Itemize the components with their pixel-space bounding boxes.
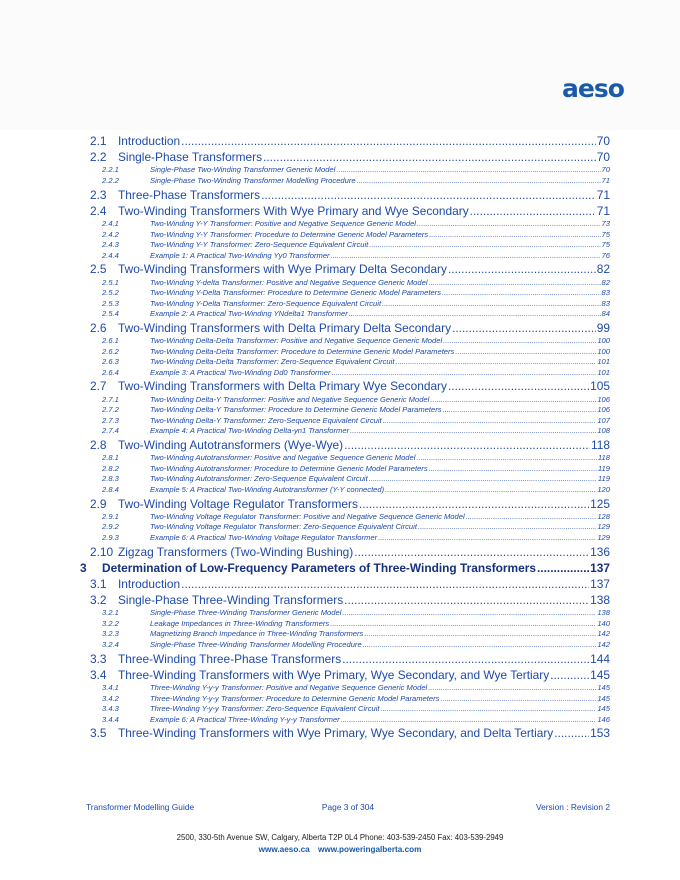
toc-entry[interactable] bbox=[80, 288, 610, 299]
toc-entry-number: 2.8.2 bbox=[102, 463, 119, 473]
toc-entry-title: Leakage Impedances in Three-Winding Transformers bbox=[150, 618, 330, 628]
toc-entry-number: 2.6.4 bbox=[102, 367, 119, 377]
toc-entry[interactable] bbox=[80, 667, 610, 683]
toc-entry-title: Two-Winding Y-Delta Transformer: Zero-Sequence Equivalent Circuit bbox=[150, 298, 382, 308]
toc-entry[interactable] bbox=[80, 426, 610, 437]
toc-entry[interactable] bbox=[80, 395, 610, 406]
toc-entry-number: 2.7.1 bbox=[102, 394, 119, 404]
toc-entry[interactable] bbox=[80, 640, 610, 651]
toc-entry-page: 145 bbox=[597, 704, 610, 714]
toc-entry-page: 125 bbox=[590, 496, 610, 511]
toc-entry[interactable] bbox=[80, 474, 610, 485]
toc-dot-leader bbox=[354, 544, 589, 560]
toc-entry-title: Two-Winding Autotransformer: Procedure to Determine Generic Model Parameters bbox=[150, 463, 428, 473]
toc-entry-title: Two-Winding Y-Y Transformer: Positive and Negative Sequence Generic Model bbox=[150, 218, 416, 228]
toc-dot-leader bbox=[263, 149, 596, 165]
toc-entry[interactable] bbox=[80, 230, 610, 241]
toc-dot-leader bbox=[331, 251, 601, 262]
toc-entry-page: 108 bbox=[597, 426, 610, 436]
toc-entry[interactable] bbox=[80, 261, 610, 277]
toc-entry[interactable] bbox=[80, 368, 610, 379]
toc-entry-number: 3.4.2 bbox=[102, 693, 119, 703]
toc-entry-page: 140 bbox=[597, 618, 610, 628]
toc-entry-number: 2.2 bbox=[90, 150, 107, 165]
toc-entry-title: Two-Winding Transformers with Delta Primary Wye Secondary bbox=[118, 379, 447, 394]
toc-entry[interactable] bbox=[80, 683, 610, 694]
toc-entry[interactable] bbox=[80, 694, 610, 705]
toc-dot-leader bbox=[395, 357, 596, 368]
toc-dot-leader bbox=[350, 426, 596, 437]
toc-entry-title: Two-Winding Delta-Delta Transformer: Positive and Negative Sequence Generic Model bbox=[150, 336, 443, 346]
toc-entry[interactable] bbox=[80, 165, 610, 176]
toc-entry-title: Two-Winding Y-Y Transformer: Procedure to Determine Generic Model Parameters bbox=[150, 229, 429, 239]
toc-dot-leader bbox=[429, 278, 601, 289]
toc-entry-title: Example 3: A Practical Two-Winding Dd0 Transformer bbox=[150, 367, 331, 377]
toc-entry-number: 2.2.1 bbox=[102, 165, 119, 175]
toc-entry-number: 3.4.4 bbox=[102, 714, 119, 724]
toc-entry-number: 3.1 bbox=[90, 576, 107, 591]
toc-entry-page: 106 bbox=[597, 394, 610, 404]
toc-entry-title: Example 6: A Practical Two-Winding Voltage Regulator Transformer bbox=[150, 532, 378, 542]
toc-entry-title: Zigzag Transformers (Two-Winding Bushing) bbox=[118, 544, 354, 559]
toc-dot-leader bbox=[416, 453, 596, 464]
toc-entry-number: 2.6.2 bbox=[102, 346, 119, 356]
toc-dot-leader bbox=[383, 416, 597, 427]
website-link-aeso[interactable]: www.aeso.ca bbox=[258, 845, 310, 854]
footer-version: Version : Revision 2 bbox=[535, 802, 610, 812]
toc-entry-page: 136 bbox=[590, 544, 610, 559]
toc-entry-title: Single-Phase Three-Winding Transformer Generic Model bbox=[150, 608, 342, 618]
toc-entry-number: 2.9.2 bbox=[102, 522, 119, 532]
toc-entry[interactable] bbox=[80, 278, 610, 289]
toc-entry[interactable] bbox=[80, 544, 610, 560]
toc-entry-title: Three-Winding Three-Phase Transformers bbox=[118, 651, 342, 666]
toc-entry-number: 2.4.3 bbox=[102, 240, 119, 250]
toc-entry-page: 138 bbox=[590, 593, 610, 608]
toc-entry[interactable] bbox=[80, 629, 610, 640]
toc-entry-page: 142 bbox=[597, 629, 610, 639]
toc-entry-number: 2.4.2 bbox=[102, 229, 119, 239]
toc-entry-number: 3.2.2 bbox=[102, 618, 119, 628]
toc-dot-leader bbox=[378, 533, 596, 544]
toc-entry-title: Single-Phase Two-Winding Transformer Modelling Procedure bbox=[150, 175, 356, 185]
toc-entry-page: 83 bbox=[601, 288, 610, 298]
toc-dot-leader bbox=[417, 219, 601, 230]
toc-entry[interactable] bbox=[80, 240, 610, 251]
toc-dot-leader bbox=[537, 560, 589, 576]
toc-entry-title: Three-Winding Transformers with Wye Primary, Wye Secondary, and Delta Tertiary bbox=[118, 726, 554, 741]
toc-entry-title: Three-Winding Y-y-y Transformer: Zero-Sequence Equivalent Circuit bbox=[150, 704, 380, 714]
toc-entry-title: Two-Winding Delta-Y Transformer: Procedure to Determine Generic Model Parameters bbox=[150, 405, 442, 415]
toc-entry-page: 119 bbox=[597, 463, 610, 473]
toc-dot-leader bbox=[418, 522, 596, 533]
toc-entry-page: 128 bbox=[597, 511, 610, 521]
toc-entry-page: 129 bbox=[597, 522, 610, 532]
toc-dot-leader bbox=[452, 320, 596, 336]
toc-entry-page: 70 bbox=[596, 150, 610, 165]
toc-dot-leader bbox=[344, 592, 589, 608]
toc-entry-page: 101 bbox=[597, 357, 610, 367]
toc-entry-page: 70 bbox=[596, 134, 610, 148]
toc-entry-title: Two-Winding Autotransformer: Zero-Sequence Equivalent Circuit bbox=[150, 474, 368, 484]
toc-dot-leader bbox=[332, 368, 597, 379]
toc-entry-number: 2.9 bbox=[90, 496, 107, 511]
toc-dot-leader bbox=[382, 299, 600, 310]
toc-entry[interactable] bbox=[80, 619, 610, 630]
toc-dot-leader bbox=[428, 683, 596, 694]
toc-entry-number: 2.1 bbox=[90, 134, 107, 148]
toc-dot-leader bbox=[455, 347, 596, 358]
toc-entry-number: 2.5.1 bbox=[102, 277, 119, 287]
toc-entry-number: 3 bbox=[80, 560, 87, 575]
toc-entry-page: 75 bbox=[601, 240, 610, 250]
footer-address: 2500, 330-5th Avenue SW, Calgary, Alberta T2P 0L4 Phone: 403-539-2450 Fax: 403-539-2949 bbox=[176, 833, 504, 842]
toc-entry-page: 101 bbox=[597, 367, 610, 377]
toc-entry-number: 3.4.1 bbox=[102, 683, 119, 693]
toc-entry-number: 2.7.3 bbox=[102, 415, 119, 425]
toc-entry-title: Three-Winding Y-y-y Transformer: Procedure to Determine Generic Model Parameters bbox=[150, 693, 440, 703]
toc-entry[interactable] bbox=[80, 437, 610, 453]
toc-dot-leader bbox=[448, 261, 596, 277]
toc-dot-leader bbox=[369, 240, 600, 251]
toc-entry-page: 138 bbox=[597, 608, 610, 618]
footer-websites bbox=[0, 845, 680, 854]
toc-dot-leader bbox=[261, 187, 596, 203]
toc-entry-title: Two-Winding Autotransformer: Positive and Negative Sequence Generic Model bbox=[150, 453, 416, 463]
toc-entry-title: Two-Winding Autotransformers (Wye-Wye) bbox=[118, 438, 344, 452]
toc-entry-page: 106 bbox=[597, 405, 610, 415]
toc-entry[interactable] bbox=[80, 464, 610, 475]
toc-entry[interactable] bbox=[80, 299, 610, 310]
toc-entry[interactable] bbox=[80, 592, 610, 608]
toc-entry-number: 2.7 bbox=[90, 379, 107, 394]
toc-entry[interactable] bbox=[80, 496, 610, 512]
toc-entry-number: 2.8.1 bbox=[102, 453, 119, 463]
toc-entry-page: 71 bbox=[596, 187, 610, 202]
toc-entry-title: Two-Winding Voltage Regulator Transformer: Positive and Negative Sequence Generic Model bbox=[150, 511, 465, 521]
toc-entry[interactable] bbox=[80, 357, 610, 368]
toc-dot-leader bbox=[443, 336, 596, 347]
toc-entry-page: 84 bbox=[601, 309, 610, 319]
toc-entry-title: Introduction bbox=[118, 576, 181, 591]
toc-entry-number: 3.4.3 bbox=[102, 704, 119, 714]
toc-dot-leader bbox=[466, 512, 597, 523]
toc-entry-title: Two-Winding Voltage Regulator Transformer: Zero-Sequence Equivalent Circuit bbox=[150, 522, 417, 532]
toc-entry-page: 75 bbox=[601, 229, 610, 239]
toc-entry[interactable] bbox=[80, 725, 610, 741]
toc-entry-title: Single-Phase Three-Winding Transformer Modelling Procedure bbox=[150, 640, 362, 650]
toc-entry-title: Two-Winding Y-Delta Transformer: Procedure to Determine Generic Model Parameters bbox=[150, 288, 441, 298]
toc-entry-title: Three-Winding Transformers with Wye Primary, Wye Secondary, and Wye Tertiary bbox=[118, 667, 550, 682]
toc-entry-page: 118 bbox=[591, 438, 610, 452]
toc-dot-leader bbox=[448, 378, 589, 394]
toc-entry-number: 3.2 bbox=[90, 593, 107, 608]
toc-dot-leader bbox=[442, 288, 601, 299]
toc-entry-number: 2.6.1 bbox=[102, 336, 119, 346]
toc-entry-page: 146 bbox=[597, 714, 610, 724]
toc-entry[interactable] bbox=[80, 336, 610, 347]
toc-entry-title: Two-Winding Delta-Y Transformer: Zero-Sequence Equivalent Circuit bbox=[150, 415, 382, 425]
toc-entry-page: 100 bbox=[597, 346, 610, 356]
toc-entry[interactable] bbox=[80, 378, 610, 394]
toc-dot-leader bbox=[342, 608, 596, 619]
toc-entry-title: Two-Winding Transformers with Delta Primary Delta Secondary bbox=[118, 320, 452, 335]
toc-entry-page: 83 bbox=[601, 298, 610, 308]
toc-entry-number: 2.2.2 bbox=[102, 175, 119, 185]
toc-dot-leader bbox=[349, 309, 601, 320]
website-link-poweringalberta[interactable]: www.poweringalberta.com bbox=[317, 845, 422, 854]
toc-entry-number: 2.3 bbox=[90, 187, 107, 202]
toc-entry-page: 76 bbox=[601, 250, 610, 260]
toc-entry-page: 99 bbox=[596, 320, 610, 335]
toc-entry-number: 2.8.3 bbox=[102, 474, 119, 484]
toc-entry[interactable] bbox=[80, 608, 610, 619]
toc-entry-title: Two-Winding Y-Y Transformer: Zero-Sequence Equivalent Circuit bbox=[150, 240, 369, 250]
toc-entry-title: Two-Winding Delta-Y Transformer: Positive and Negative Sequence Generic Model bbox=[150, 394, 430, 404]
toc-dot-leader bbox=[554, 725, 589, 741]
toc-entry-page: 105 bbox=[590, 379, 610, 394]
toc-dot-leader bbox=[342, 651, 589, 667]
toc-entry-page: 73 bbox=[601, 218, 610, 228]
toc-entry-page: 119 bbox=[597, 474, 610, 484]
toc-entry-page: 137 bbox=[590, 560, 610, 575]
toc-entry[interactable] bbox=[80, 512, 610, 523]
toc-dot-leader bbox=[359, 496, 589, 512]
toc-entry-number: 2.5.2 bbox=[102, 288, 119, 298]
toc-dot-leader bbox=[181, 576, 589, 592]
toc-entry-number: 3.2.1 bbox=[102, 608, 119, 618]
toc-dot-leader bbox=[364, 629, 596, 640]
toc-entry[interactable] bbox=[80, 203, 610, 219]
toc-entry-title: Example 5: A Practical Two-Winding Autotransformer (Y-Y connected) bbox=[150, 484, 385, 494]
toc-entry-title: Three-Winding Y-y-y Transformer: Positive and Negative Sequence Generic Model bbox=[150, 683, 428, 693]
toc-dot-leader bbox=[550, 667, 589, 683]
toc-entry-number: 2.6 bbox=[90, 320, 107, 335]
toc-dot-leader bbox=[341, 715, 597, 726]
toc-dot-leader bbox=[385, 485, 596, 496]
toc-entry[interactable] bbox=[80, 187, 610, 203]
toc-entry-number: 2.4.4 bbox=[102, 250, 119, 260]
toc-entry-number: 2.9.1 bbox=[102, 511, 119, 521]
toc-entry-page: 153 bbox=[590, 726, 610, 741]
toc-dot-leader bbox=[430, 395, 596, 406]
toc-entry-page: 142 bbox=[597, 640, 610, 650]
toc-entry-number: 2.8.4 bbox=[102, 484, 119, 494]
toc-dot-leader bbox=[330, 619, 596, 630]
toc-entry[interactable] bbox=[80, 251, 610, 262]
toc-entry[interactable] bbox=[80, 715, 610, 726]
toc-entry[interactable] bbox=[80, 533, 610, 544]
toc-entry[interactable] bbox=[80, 320, 610, 336]
toc-entry-page: 118 bbox=[597, 453, 610, 463]
toc-entry-number: 2.5.3 bbox=[102, 298, 119, 308]
toc-entry-number: 2.7.4 bbox=[102, 426, 119, 436]
toc-entry-page: 71 bbox=[596, 203, 610, 218]
toc-entry-number: 2.10 bbox=[90, 544, 114, 559]
toc-entry[interactable] bbox=[80, 704, 610, 715]
toc-entry[interactable] bbox=[80, 651, 610, 667]
toc-entry-page: 71 bbox=[601, 175, 610, 185]
toc-entry-title: Single-Phase Two-Winding Transformer Generic Model bbox=[150, 165, 336, 175]
toc-entry[interactable] bbox=[80, 309, 610, 320]
toc-entry-number: 3.2.4 bbox=[102, 640, 119, 650]
toc-entry-title: Single-Phase Three-Winding Transformers bbox=[118, 593, 344, 608]
toc-dot-leader bbox=[470, 203, 596, 219]
toc-entry[interactable] bbox=[80, 416, 610, 427]
toc-dot-leader bbox=[357, 176, 601, 187]
toc-entry-page: 145 bbox=[590, 667, 610, 682]
toc-entry[interactable] bbox=[80, 560, 610, 576]
toc-dot-leader bbox=[344, 437, 590, 453]
toc-dot-leader bbox=[443, 405, 597, 416]
toc-entry[interactable] bbox=[80, 576, 610, 592]
toc-entry-number: 2.6.3 bbox=[102, 357, 119, 367]
toc-entry-page: 82 bbox=[601, 277, 610, 287]
toc-entry-title: Example 4: A Practical Two-Winding Delta-yn1 Transformer bbox=[150, 426, 350, 436]
toc-entry-title: Magnetizing Branch Impedance in Three-Winding Transformers bbox=[150, 629, 364, 639]
toc-entry-page: 145 bbox=[597, 683, 610, 693]
toc-entry-page: 100 bbox=[597, 336, 610, 346]
toc-entry-page: 107 bbox=[597, 415, 610, 425]
toc-entry-title: Two-Winding Delta-Delta Transformer: Procedure to Determine Generic Model Parameters bbox=[150, 346, 455, 356]
toc-entry-number: 2.5 bbox=[90, 262, 107, 277]
toc-entry-page: 144 bbox=[590, 651, 610, 666]
toc-dot-leader bbox=[181, 133, 596, 149]
toc-entry-page: 129 bbox=[597, 532, 610, 542]
toc-entry-page: 82 bbox=[596, 262, 610, 277]
toc-entry-number: 2.4.1 bbox=[102, 218, 119, 228]
toc-entry-number: 3.4 bbox=[90, 667, 107, 682]
page-header bbox=[0, 0, 680, 130]
toc-dot-leader bbox=[336, 165, 600, 176]
footer-page-number: Page 3 of 304 bbox=[321, 802, 375, 812]
aeso-logo: aeso bbox=[562, 74, 624, 103]
toc-entry-number: 2.4 bbox=[90, 203, 107, 218]
footer-doc-title: Transformer Modelling Guide bbox=[86, 802, 195, 812]
toc-entry-page: 70 bbox=[601, 165, 610, 175]
toc-entry[interactable] bbox=[80, 149, 610, 165]
toc-entry-title: Example 2: A Practical Two-Winding YNdelta1 Transformer bbox=[150, 309, 348, 319]
toc-entry-title: Single-Phase Transformers bbox=[118, 150, 263, 165]
toc-entry-number: 3.2.3 bbox=[102, 629, 119, 639]
toc-dot-leader bbox=[429, 464, 597, 475]
toc-entry-page: 145 bbox=[597, 693, 610, 703]
toc-entry-title: Two-Winding Transformers with Wye Primary Delta Secondary bbox=[118, 262, 447, 277]
toc-entry-title: Determination of Low-Frequency Parameters of Three-Winding Transformers bbox=[102, 560, 536, 575]
toc-entry[interactable] bbox=[80, 347, 610, 358]
toc-entry-title: Introduction bbox=[118, 134, 181, 148]
toc-entry-number: 3.5 bbox=[90, 726, 107, 741]
toc-entry[interactable] bbox=[80, 176, 610, 187]
toc-dot-leader bbox=[440, 694, 596, 705]
toc-entry-title: Two-Winding Delta-Delta Transformer: Zero-Sequence Equivalent Circuit bbox=[150, 357, 395, 367]
toc-entry-number: 2.8 bbox=[90, 438, 107, 452]
toc-entry[interactable] bbox=[80, 485, 610, 496]
toc-entry[interactable] bbox=[80, 219, 610, 230]
toc-entry-number: 2.7.2 bbox=[102, 405, 119, 415]
table-of-contents bbox=[80, 133, 610, 742]
toc-entry-number: 3.3 bbox=[90, 651, 107, 666]
toc-entry-page: 137 bbox=[590, 576, 610, 591]
toc-entry-title: Example 6: A Practical Three-Winding Y-y-y Transformer bbox=[150, 714, 340, 724]
toc-entry-page: 120 bbox=[597, 484, 610, 494]
toc-entry[interactable] bbox=[80, 522, 610, 533]
toc-entry-title: Two-Winding Transformers With Wye Primary and Wye Secondary bbox=[118, 203, 469, 218]
toc-dot-leader bbox=[369, 474, 597, 485]
toc-entry[interactable] bbox=[80, 405, 610, 416]
toc-entry-number: 2.9.3 bbox=[102, 532, 119, 542]
toc-entry-title: Three-Phase Transformers bbox=[118, 187, 261, 202]
toc-entry-title: Two-Winding Voltage Regulator Transformers bbox=[118, 496, 358, 511]
toc-entry-title: Example 1: A Practical Two-Winding Yy0 Transformer bbox=[150, 250, 330, 260]
toc-entry[interactable] bbox=[80, 133, 610, 149]
toc-dot-leader bbox=[381, 704, 597, 715]
toc-entry[interactable] bbox=[80, 453, 610, 464]
toc-dot-leader bbox=[429, 230, 600, 241]
toc-entry-title: Two-Winding Y-delta Transformer: Positive and Negative Sequence Generic Model bbox=[150, 277, 428, 287]
toc-dot-leader bbox=[363, 640, 597, 651]
toc-entry-number: 2.5.4 bbox=[102, 309, 119, 319]
